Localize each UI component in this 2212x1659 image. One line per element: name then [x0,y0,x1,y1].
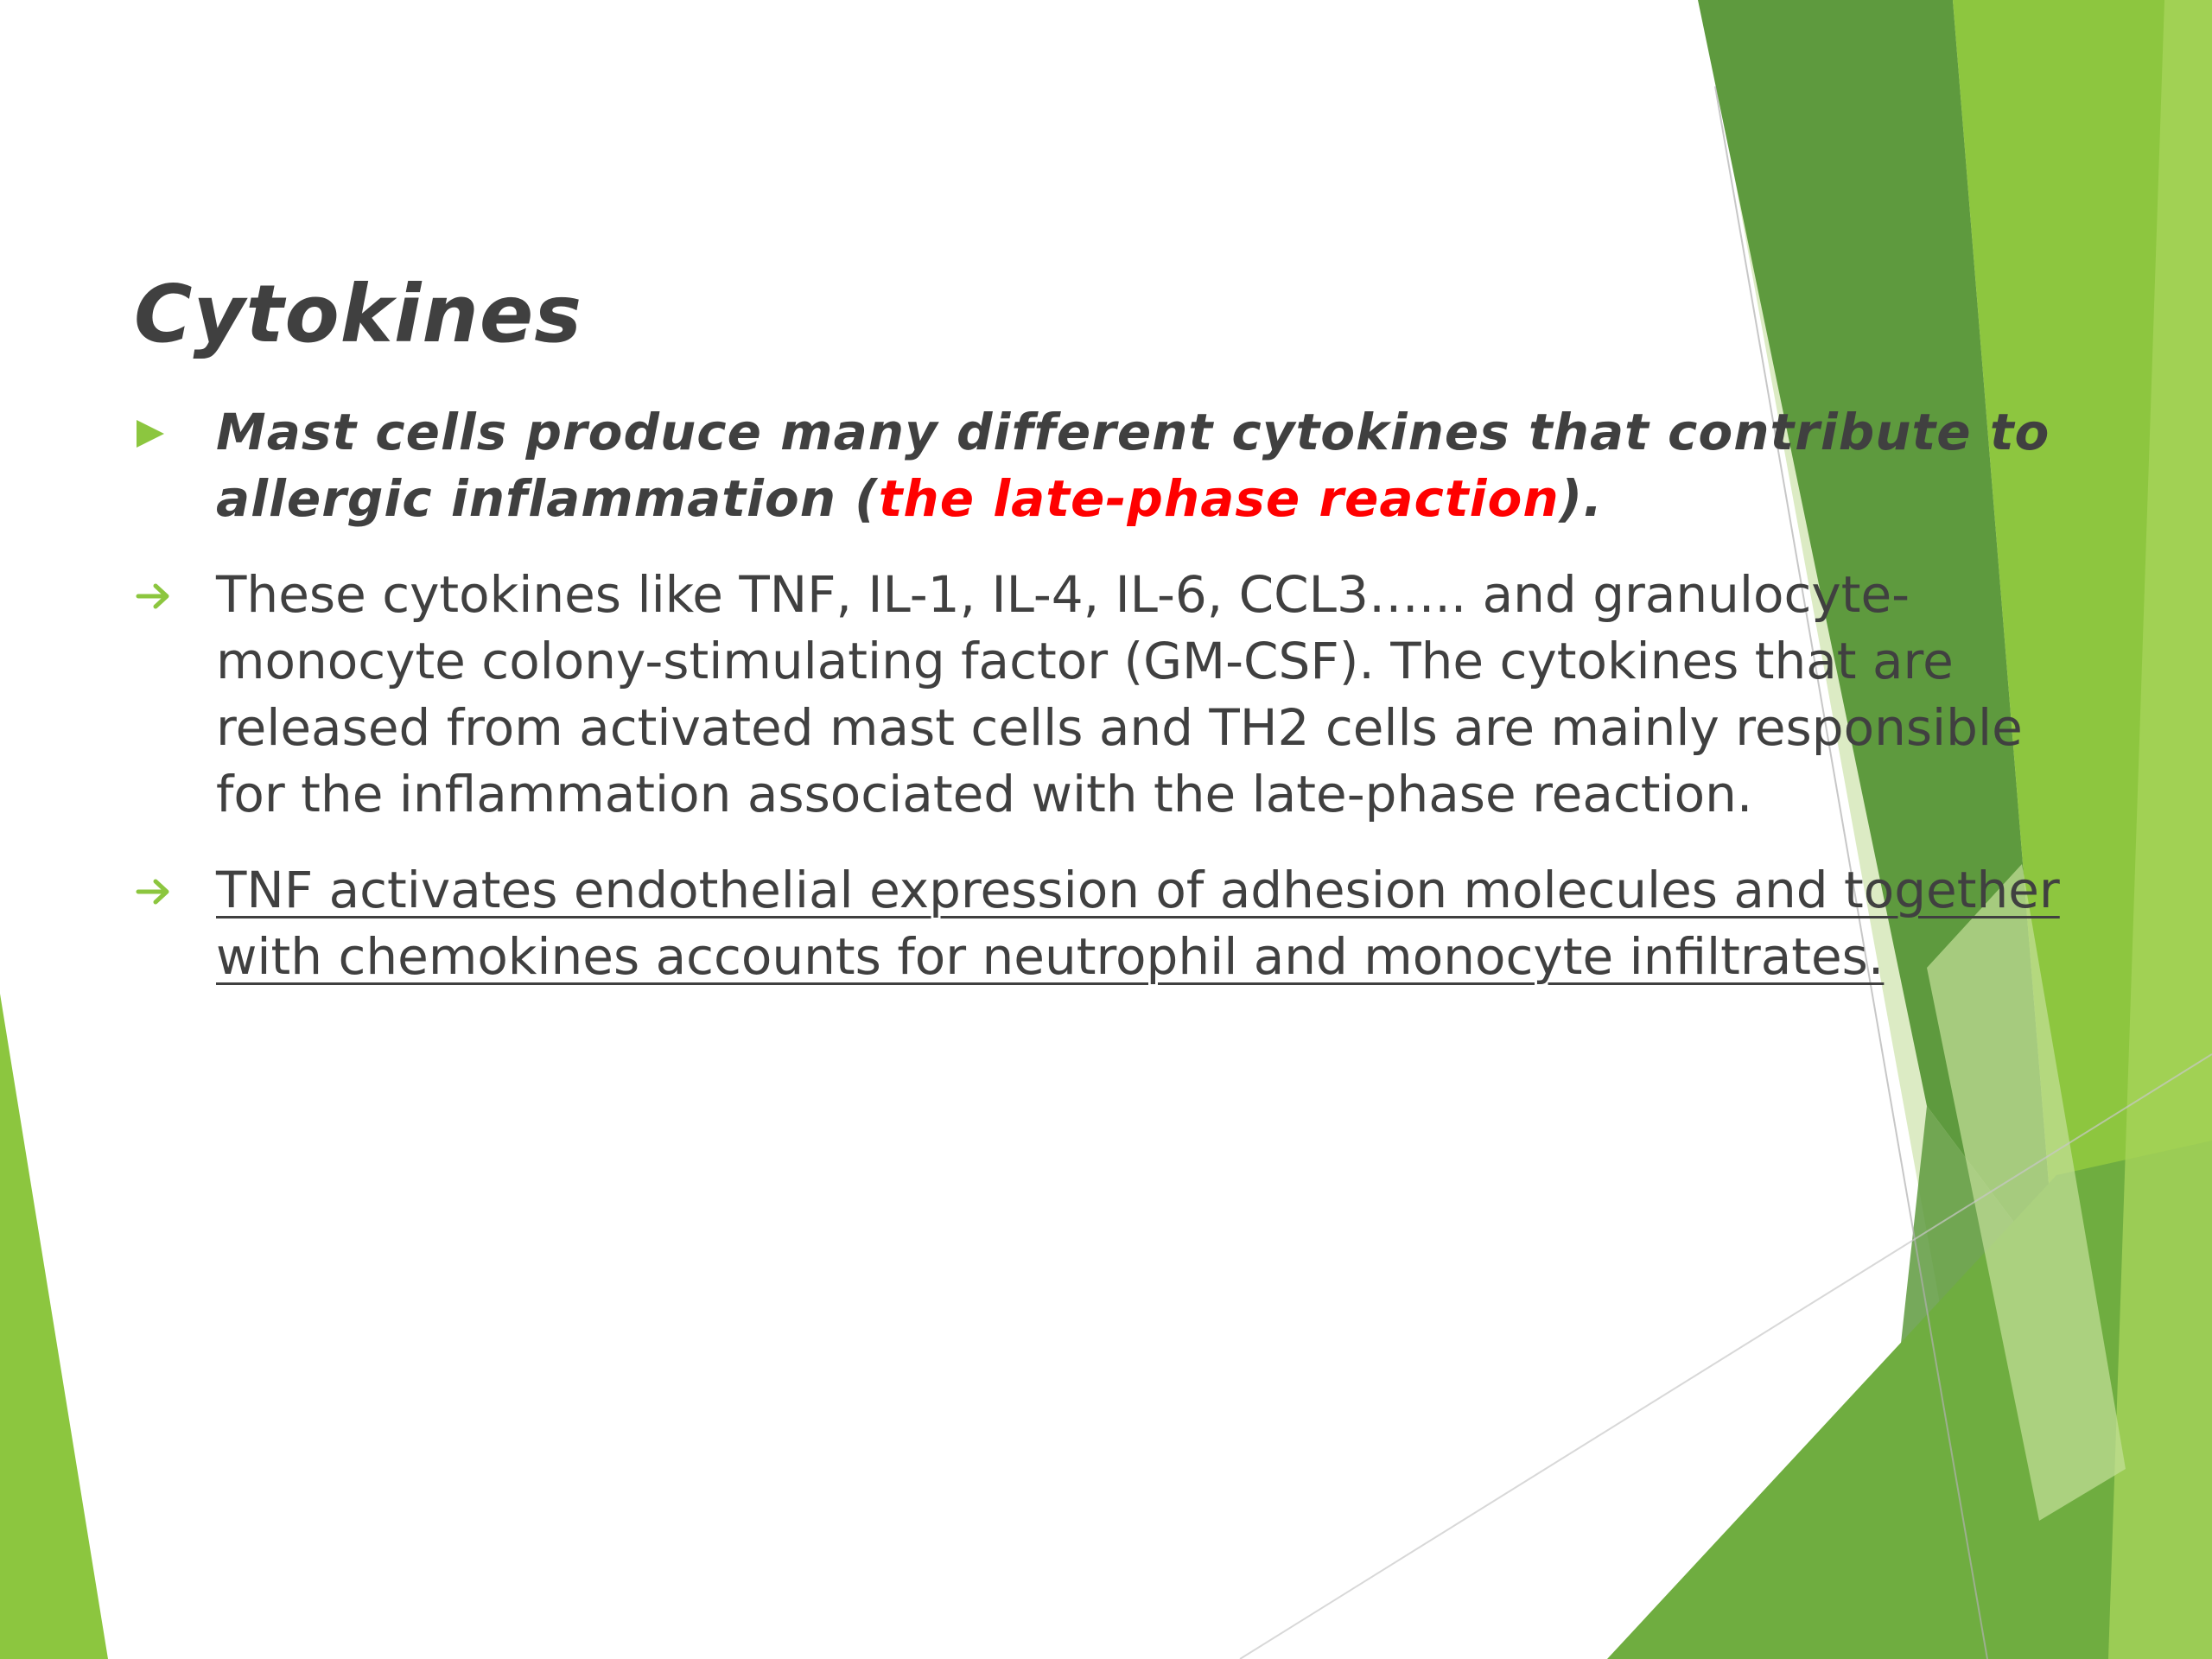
bullet-item-cytokine-list [130,562,2082,828]
bullet-item-mast-cells [130,399,2082,532]
decor-left-green-wedge [0,994,108,1659]
bullet-item-tnf [130,857,2082,990]
bullet-2-text: These cytokines like TNF, IL-1, IL-4, IL-6, CCL3…... and granulocyte-monocyte colony-stimulating factor (GM-CSF). The cytokines that are released from activated mast cells and TH2 cells are mainly responsible for the inflammation associated with the late-phase reaction. [216,565,2023,823]
bullet-1-text-end: ). [1559,469,1604,528]
bullet-1-text: Mast cells produce many different cytokines that contribute to allergic inflammation ( [216,403,2050,528]
slide-title: Cytokines [134,268,583,360]
arrow-bullet-icon [130,562,181,628]
bullet-3-text: TNF activates endothelial expression of adhesion molecules and together with chemokines accounts for neutrophil and monocyte infiltrates. [216,861,2060,986]
bullet-1-highlight: the late-phase reaction [878,469,1560,528]
arrow-bullet-icon [130,857,181,924]
triangle-bullet-icon [130,399,181,466]
bullet-list [130,399,2082,990]
